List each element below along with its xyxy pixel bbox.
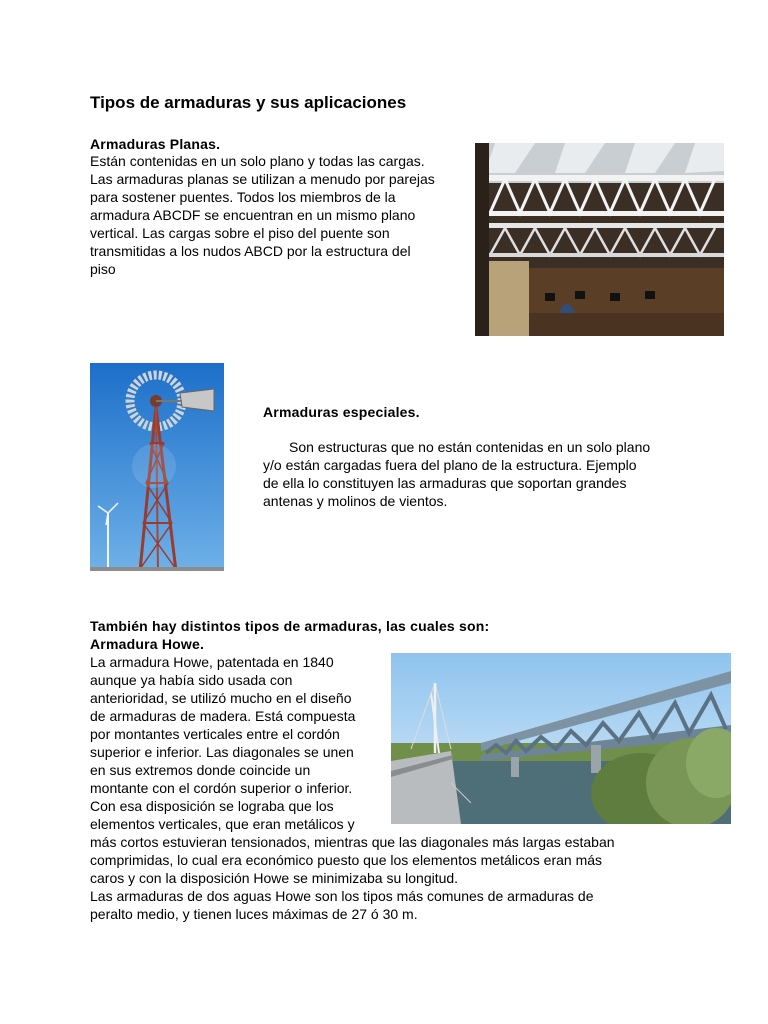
text-line: aunque ya había sido usada con <box>90 672 293 688</box>
text-line: armadura ABCDF se encuentran en un mismo plano <box>90 207 416 223</box>
text-line: vertical. Las cargas sobre el piso del puente son <box>90 225 390 241</box>
text-line: transmitidas a los nudos ABCD por la estructura del <box>90 243 411 259</box>
text-line: antenas y molinos de vientos. <box>263 493 448 509</box>
text-line: anterioridad, se utilizó mucho en el diseño <box>90 690 352 706</box>
text-line: peralto medio, y tienen luces máximas de 27 ó 30 m. <box>90 906 418 922</box>
heading-armaduras-especiales: Armaduras especiales. <box>263 404 420 420</box>
text-line: La armadura Howe, patentada en 1840 <box>90 654 334 670</box>
text-line: de armaduras de madera. Está compuesta <box>90 708 356 724</box>
text-line: elementos verticales, que eran metálicos y <box>90 816 355 832</box>
text-line: Las armaduras planas se utilizan a menudo por parejas <box>90 171 435 187</box>
truss-bridge-photo <box>391 653 731 824</box>
text-line: por montantes verticales entre el cordón <box>90 726 340 742</box>
text-line: para sostener puentes. Todos los miembros de la <box>90 189 396 205</box>
heading-armadura-howe: Armadura Howe. <box>90 636 205 652</box>
text-line: de ella lo constituyen las armaduras que soportan grandes <box>263 475 627 491</box>
text-line: comprimidas, lo cual era económico puesto que los elementos metálicos eran más <box>90 852 603 868</box>
text-line: caros y con la disposición Howe se minimizaba su longitud. <box>90 870 459 886</box>
text-line: piso <box>90 261 116 277</box>
truss-interior-photo <box>475 143 724 336</box>
text-line: Están contenidas en un solo plano y todas las cargas. <box>90 153 425 169</box>
heading-armaduras-planas: Armaduras Planas. <box>90 136 221 152</box>
text-line: Son estructuras que no están contenidas en un solo plano <box>289 439 651 455</box>
paragraph-armaduras-planas <box>90 152 435 278</box>
page-title: Tipos de armaduras y sus aplicaciones <box>90 93 407 112</box>
heading-tipos-armaduras: También hay distintos tipos de armaduras, las cuales son: <box>90 618 490 634</box>
text-line: superior e inferior. Las diagonales se unen <box>90 744 354 760</box>
text-line: Con esa disposición se lograba que los <box>90 798 334 814</box>
text-line: y/o están cargadas fuera del plano de la estructura. Ejemplo <box>263 457 637 473</box>
text-line: en sus extremos donde coincide un <box>90 762 311 778</box>
text-line: montante con el cordón superior o inferior. <box>90 780 353 796</box>
paragraph-armaduras-especiales <box>263 438 650 510</box>
text-line: Las armaduras de dos aguas Howe son los tipos más comunes de armaduras de <box>90 888 594 904</box>
text-line: más cortos estuvieran tensionados, mientras que las diagonales más largas estaban <box>90 834 615 850</box>
windmill-photo <box>90 363 224 571</box>
